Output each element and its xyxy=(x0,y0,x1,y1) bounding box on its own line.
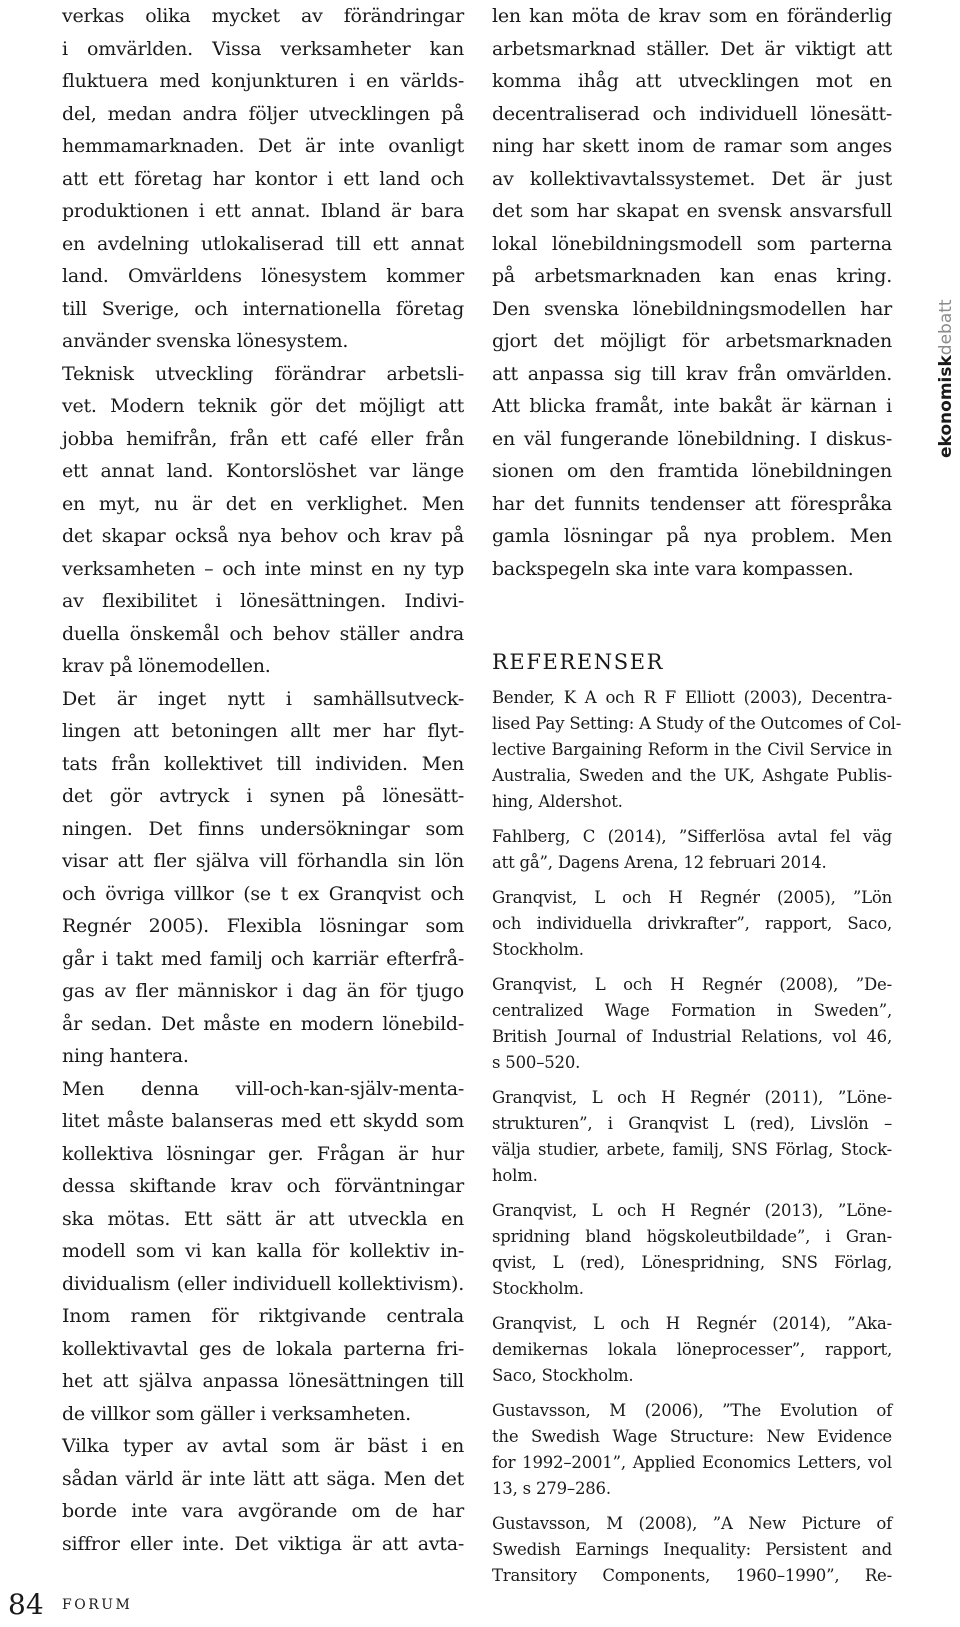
body-line: komma ihåg att utvecklingen mot en xyxy=(492,70,892,92)
reference-line: lised Pay Setting: A Study of the Outcomes of Col- xyxy=(492,714,902,733)
section-label-light: debatt xyxy=(936,299,956,356)
reference-line: Transitory Components, 1960–1990”, Re- xyxy=(492,1566,892,1585)
body-line: det gör avtryck i synen på lönesätt- xyxy=(62,785,464,807)
body-line: de villkor som gäller i verksamheten. xyxy=(62,1402,411,1425)
reference-line: Stockholm. xyxy=(492,940,584,959)
body-line: använder svenska lönesystem. xyxy=(62,330,349,352)
reference-line: Granqvist, L och H Regnér (2013), ”Löne- xyxy=(492,1201,892,1220)
reference-line: Granqvist, L och H Regnér (2011), ”Löne- xyxy=(492,1088,892,1107)
left-text-column xyxy=(62,0,464,1560)
body-line: Den svenska lönebildningsmodellen har xyxy=(492,297,892,320)
body-line: en avdelning utlokaliserad till ett annat xyxy=(62,232,464,255)
reference-line: strukturen”, i Granqvist L (red), Livslön – xyxy=(492,1114,892,1133)
body-line: produktionen i ett annat. Ibland är bara xyxy=(62,200,464,222)
reference-line: for 1992–2001”, Applied Economics Letters, vol xyxy=(492,1453,892,1472)
body-line: del, medan andra följer utvecklingen på xyxy=(62,102,464,125)
body-line: vet. Modern teknik gör det möjligt att xyxy=(62,395,464,417)
body-line: Men denna vill-och-kan-själv-menta- xyxy=(62,1077,464,1100)
reference-entry xyxy=(492,885,892,963)
body-line: gjort det möjligt för arbetsmarknaden xyxy=(492,330,892,352)
body-line: decentraliserad och individuell lönesätt- xyxy=(492,102,892,125)
reference-line: Stockholm. xyxy=(492,1279,584,1298)
body-line: det som har skapat en svensk ansvarsfull xyxy=(492,200,892,222)
body-line: det skapar också nya behov och krav på xyxy=(62,525,464,547)
body-line: att ett företag har kontor i ett land och xyxy=(62,167,464,190)
body-line: verkas olika mycket av förändringar xyxy=(62,5,464,27)
body-line: i omvärlden. Vissa verksamheter kan xyxy=(62,37,464,60)
body-line: att anpassa sig till krav från omvärlden. xyxy=(492,362,892,385)
body-line: av kollektivavtalssystemet. Det är just xyxy=(492,167,892,190)
reference-entry xyxy=(492,685,902,815)
reference-line: välja studier, arbete, familj, SNS Förlag, Stock- xyxy=(492,1140,892,1159)
body-line: krav på lönemodellen. xyxy=(62,655,271,677)
body-line: dessa skiftande krav och förväntningar xyxy=(62,1175,464,1197)
reference-line: Granqvist, L och H Regnér (2005), ”Lön xyxy=(492,888,892,907)
section-label-bold: ekonomisk xyxy=(936,355,956,458)
reference-line: lective Bargaining Reform in the Civil Service in xyxy=(492,740,892,759)
body-line: gamla lösningar på nya problem. Men xyxy=(492,525,892,547)
section-label-vertical xyxy=(936,268,960,458)
body-line: Att blicka framåt, inte bakåt är kärnan i xyxy=(492,395,892,417)
reference-entry xyxy=(492,1085,892,1189)
body-line: ska mötas. Ett sätt är att utveckla en xyxy=(62,1207,464,1230)
body-line: ningen. Det finns undersökningar som xyxy=(62,817,464,840)
body-line: på arbetsmarknaden kan enas kring. xyxy=(492,265,892,287)
reference-line: Gustavsson, M (2006), ”The Evolution of xyxy=(492,1401,892,1420)
body-line: Det är inget nytt i samhällsutveck- xyxy=(62,687,464,710)
body-line: en myt, nu är det en verklighet. Men xyxy=(62,492,464,515)
body-line: siffror eller inte. Det viktiga är att avta- xyxy=(62,1532,464,1555)
reference-line: qvist, L (red), Lönespridning, SNS Förlag, xyxy=(492,1253,892,1272)
reference-line: Swedish Earnings Inequality: Persistent and xyxy=(492,1540,892,1559)
body-line: verksamheten – och inte minst en ny typ xyxy=(62,557,464,580)
reference-line: att gå”, Dagens Arena, 12 februari 2014. xyxy=(492,853,827,872)
body-line: fluktuera med konjunkturen i en världs- xyxy=(62,70,464,92)
body-line: visar att fler själva vill förhandla sin lön xyxy=(62,850,464,872)
body-line: litet måste balanseras med ett skydd som xyxy=(62,1110,464,1132)
body-line: duella önskemål och behov ställer andra xyxy=(62,622,464,645)
reference-line: British Journal of Industrial Relations, vol 46, xyxy=(492,1027,892,1046)
reference-entry xyxy=(492,824,892,876)
body-line: har det funnits tendenser att förespråka xyxy=(492,492,892,515)
body-line: Teknisk utveckling förändrar arbetsli- xyxy=(62,362,464,385)
body-line: ning har skett inom de ramar som anges xyxy=(492,135,892,157)
body-line: Regnér 2005). Flexibla lösningar som xyxy=(62,915,464,937)
references-list xyxy=(492,685,902,1598)
body-line: lokal lönebildningsmodell som parterna xyxy=(492,232,892,255)
reference-line: holm. xyxy=(492,1166,538,1185)
reference-line: hing, Aldershot. xyxy=(492,792,623,811)
reference-entry xyxy=(492,1311,892,1389)
reference-line: Bender, K A och R F Elliott (2003), Decentra- xyxy=(492,688,892,707)
right-text-column xyxy=(492,0,892,585)
body-line: Inom ramen för riktgivande centrala xyxy=(62,1305,464,1327)
body-line: Vilka typer av avtal som är bäst i en xyxy=(62,1435,464,1457)
body-line: arbetsmarknad ställer. Det är viktigt att xyxy=(492,37,892,60)
body-line: len kan möta de krav som en föränderlig xyxy=(492,5,892,27)
body-line: tats från kollektivet till individen. Men xyxy=(62,752,464,775)
body-line: gas av fler människor i dag än för tjugo xyxy=(62,980,464,1002)
reference-entry xyxy=(492,1398,892,1502)
references-heading: REFERENSER xyxy=(492,650,665,674)
reference-line: Australia, Sweden and the UK, Ashgate Publis- xyxy=(492,766,892,785)
journal-name: FORUM xyxy=(62,1597,133,1613)
body-line: går i takt med familj och karriär efterfrå- xyxy=(62,947,464,970)
body-line: ning hantera. xyxy=(62,1045,189,1067)
body-line: ett annat land. Kontorslöshet var länge xyxy=(62,460,464,482)
reference-line: the Swedish Wage Structure: New Evidence xyxy=(492,1427,892,1446)
body-line: sionen om den framtida lönebildningen xyxy=(492,460,892,482)
reference-line: Granqvist, L och H Regnér (2014), ”Aka- xyxy=(492,1314,892,1333)
body-line: en väl fungerande lönebildning. I diskus- xyxy=(492,427,892,450)
reference-line: och individuella drivkrafter”, rapport, Saco, xyxy=(492,914,892,933)
body-line: av flexibilitet i lönesättningen. Indivi- xyxy=(62,590,464,612)
body-line: kollektiva lösningar ger. Frågan är hur xyxy=(62,1142,464,1165)
body-line: dividualism (eller individuell kollektivism). xyxy=(62,1272,464,1295)
reference-entry xyxy=(492,972,892,1076)
page-number: 84 xyxy=(8,1588,44,1621)
body-line: jobba hemifrån, från ett café eller från xyxy=(62,427,464,450)
body-line: och övriga villkor (se t ex Granqvist och xyxy=(62,882,464,905)
body-line: till Sverige, och internationella företag xyxy=(62,297,464,320)
reference-line: Granqvist, L och H Regnér (2008), ”De- xyxy=(492,975,892,994)
reference-entry xyxy=(492,1198,892,1302)
reference-entry xyxy=(492,1511,892,1589)
body-line: het att själva anpassa lönesättningen till xyxy=(62,1370,464,1392)
body-line: borde inte vara avgörande om de har xyxy=(62,1500,464,1522)
reference-line: Gustavsson, M (2008), ”A New Picture of xyxy=(492,1514,892,1533)
body-line: sådan värld är inte lätt att säga. Men det xyxy=(62,1467,464,1490)
reference-line: spridning bland högskoleutbildade”, i Gran- xyxy=(492,1227,892,1246)
body-line: backspegeln ska inte vara kompassen. xyxy=(492,557,854,580)
body-line: lingen att betoningen allt mer har flyt- xyxy=(62,720,464,742)
reference-line: Saco, Stockholm. xyxy=(492,1366,634,1385)
body-line: år sedan. Det måste en modern lönebild- xyxy=(62,1012,464,1035)
reference-line: Fahlberg, C (2014), ”Sifferlösa avtal fel väg xyxy=(492,827,892,846)
body-line: hemmamarknaden. Det är inte ovanligt xyxy=(62,135,464,157)
body-line: modell som vi kan kalla för kollektiv in- xyxy=(62,1240,464,1262)
reference-line: centralized Wage Formation in Sweden”, xyxy=(492,1001,892,1020)
reference-line: s 500–520. xyxy=(492,1053,581,1072)
body-line: land. Omvärldens lönesystem kommer xyxy=(62,265,464,287)
reference-line: demikernas lokala löneprocesser”, rapport, xyxy=(492,1340,892,1359)
reference-line: 13, s 279–286. xyxy=(492,1479,611,1498)
body-line: kollektivavtal ges de lokala parterna fri- xyxy=(62,1337,464,1360)
